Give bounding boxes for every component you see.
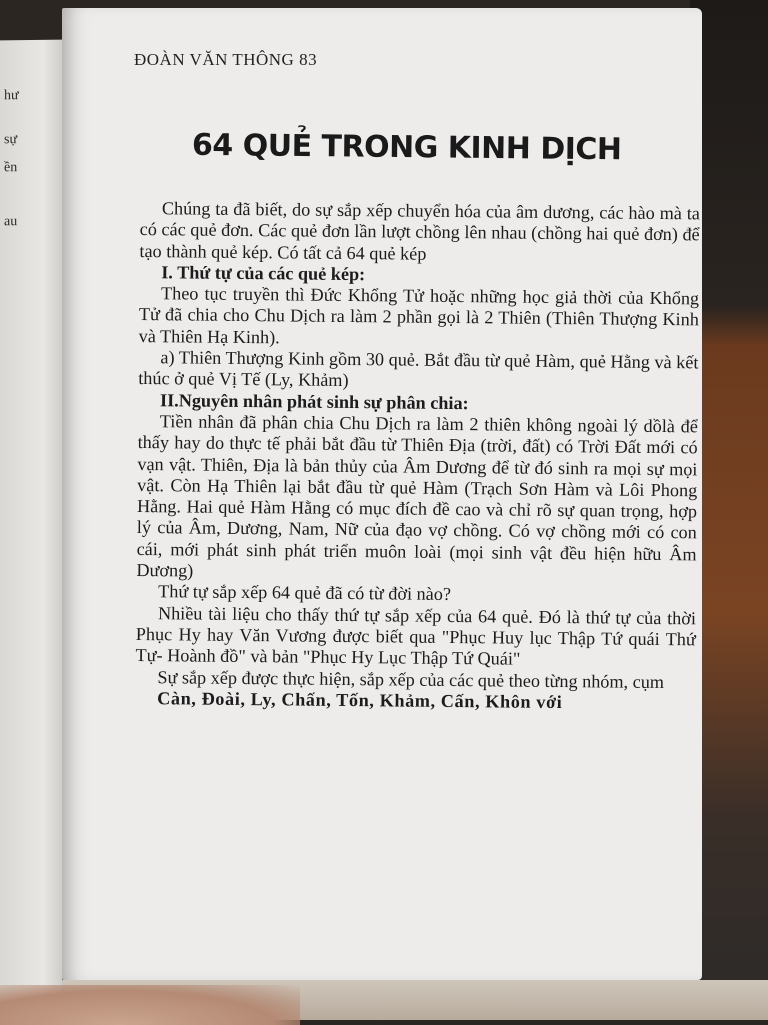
body-text	[135, 198, 700, 714]
left-page-fragment: ền	[4, 160, 18, 176]
section-heading: II.Nguyên nhân phát sinh sự phân chia:	[159, 389, 469, 413]
paragraph: Nhiều tài liệu cho thấy thứ tự sắp xếp của 64 quẻ. Đó là thứ tự của thời Phục Hy hay Văn Vương được biết qua "Phục Huy lục Thập Tứ quái Thứ Tự- Hoành đồ" và bản "Phục Hy Lục Thập Tứ Quái"	[135, 602, 697, 669]
book-page	[62, 8, 702, 980]
paragraph: a) Thiên Thượng Kinh gồm 30 quẻ. Bắt đầu từ quẻ Hàm, quẻ Hằng và kết thúc ở quẻ Vị Tế (Ly, Khảm)	[138, 347, 699, 391]
chapter-title: 64 QUẺ TRONG KINH DỊCH	[191, 127, 622, 168]
paragraph: Thứ tự sắp xếp 64 quẻ đã có từ đời nào?	[158, 581, 452, 605]
paragraph: Sự sắp xếp được thực hiện, sắp xếp của các quẻ theo từng nhóm, cụm	[157, 666, 665, 692]
left-page-fragment: hư	[4, 88, 19, 104]
paragraph: Theo tục truyền thì Đức Khổng Tử hoặc những học giả thời của Khổng Tử đã chia cho Chu Dịch ra làm 2 phần gọi là 2 Thiên (Thiên Thượng Kinh và Thiên Hạ Kinh).	[138, 283, 700, 348]
previous-page-edge	[0, 40, 62, 1001]
left-page-fragment: au	[4, 214, 18, 230]
paragraph: Tiền nhân đã phân chia Chu Dịch ra làm 2 thiên không ngoài lý dồlà để thấy hay do thực tế phải bắt đầu từ Thiên Địa (trời, đất) có Trời Đất mới có vạn vật. Thiên, Địa là bản thủy của Âm Dương để từ đó sinh ra mọi sự mọi vật. Còn Hạ Thiên lại bắt đầu từ quẻ Hàm (Trạch Sơn Hàm và Lôi Phong Hằng. Hai quẻ Hàm Hằng có mục đích đề cao và chỉ rõ sự quan trọng, hợp lý của Âm, Dương, Nam, Nữ của đạo vợ chồng. Có vợ chồng mới có con cái, mới phát sinh phát triển muôn loài (mọi sinh vật đều hiện hữu Âm Dương)	[136, 411, 698, 581]
thumb	[0, 985, 300, 1025]
left-page-fragment: sự	[4, 132, 18, 148]
paragraph: Chúng ta đã biết, do sự sắp xếp chuyển hóa của âm dương, các hào mà ta có các quẻ đơn. Các quẻ đơn lần lượt chồng lên nhau (chồng hai quẻ đơn) để tạo thành quẻ kép. Có tất cả 64 quẻ kép	[139, 198, 700, 264]
paragraph: Càn, Đoài, Ly, Chấn, Tốn, Khảm, Cấn, Khôn với	[157, 688, 563, 712]
section-heading: I. Thứ tự của các quẻ kép:	[161, 262, 366, 285]
running-head: ĐOÀN VĂN THÔNG 83	[134, 50, 318, 69]
